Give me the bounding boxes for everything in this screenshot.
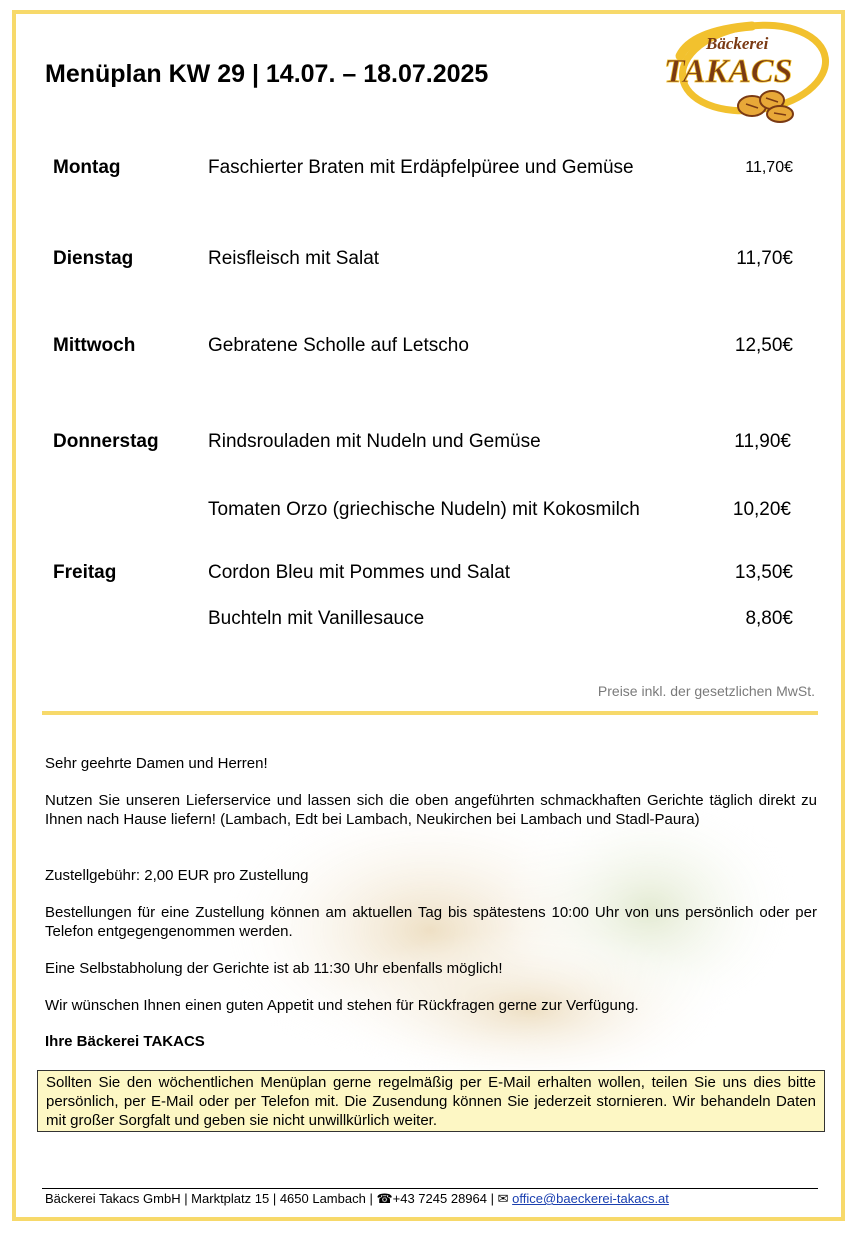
footer-divider [42,1188,818,1189]
menu-row [0,248,861,278]
letter-signature: Ihre Bäckerei TAKACS [45,1033,205,1050]
menu-price: 11,90€ [734,431,791,452]
menu-dish: Buchteln mit Vanillesauce [208,608,425,629]
footer [45,1191,669,1207]
menu-price: 8,80€ [745,608,793,629]
menu-price: 12,50€ [734,335,793,356]
page-title: Menüplan KW 29 | 14.07. – 18.07.2025 [45,60,489,88]
menu-day: Montag [53,157,121,178]
footer-company: Bäckerei Takacs GmbH | Marktplatz 15 | 4650 Lambach | [45,1191,377,1206]
menu-price: 13,50€ [734,562,793,583]
menu-row [0,431,861,461]
logo-main-text: TAKACS [664,53,793,90]
divider [42,711,818,715]
logo-top-text: Bäckerei [706,34,769,53]
menu-price: 10,20€ [732,499,791,520]
menu-price: 11,70€ [736,248,793,269]
email-notice-box: Sollten Sie den wöchentlichen Menüplan gerne regelmäßig per E-Mail erhalten wollen, teilen Sie uns dies bitte persönlich, per E-Mail oder per Telefon mit. Die Zusendung können Sie jederzeit stornieren. Wir behandeln Daten mit großer Sorgfalt und geben sie nicht unwillkürlich weiter. [37,1070,825,1132]
menu-dish: Reisfleisch mit Salat [208,248,380,269]
footer-email-link[interactable]: office@baeckerei-takacs.at [512,1191,669,1206]
letter-paragraph: Nutzen Sie unseren Lieferservice und lassen sich die oben angeführten schmackhaften Gerichte täglich direkt zu Ihnen nach Hause liefern! (Lambach, Edt bei Lambach, Neukirchen bei Lambach und Stadl-Paura) [45,792,817,828]
menu-row [0,157,861,187]
letter-paragraph: Wir wünschen Ihnen einen guten Appetit und stehen für Rückfragen gerne zur Verfügung. [45,997,639,1014]
phone-icon: ☎ [376,1191,393,1206]
menu-dish: Faschierter Braten mit Erdäpfelpüree und Gemüse [208,157,634,178]
menu-row [0,608,861,638]
menu-price: 11,70€ [745,159,793,176]
menu-row [0,562,861,592]
menu-day: Freitag [53,562,117,583]
tax-note: Preise inkl. der gesetzlichen MwSt. [597,683,815,699]
menu-row [0,499,861,529]
footer-separator: | [487,1191,498,1206]
letter-greeting: Sehr geehrte Damen und Herren! [45,755,268,772]
letter-paragraph: Zustellgebühr: 2,00 EUR pro Zustellung [45,867,309,884]
envelope-icon: ✉ [497,1191,509,1206]
letter-paragraph: Eine Selbstabholung der Gerichte ist ab 11:30 Uhr ebenfalls möglich! [45,960,503,977]
menu-dish: Cordon Bleu mit Pommes und Salat [208,562,511,583]
menu-day: Donnerstag [53,431,159,452]
footer-phone: +43 7245 28964 [392,1191,487,1206]
menu-row [0,335,861,365]
menu-day: Mittwoch [53,335,136,356]
menu-dish: Tomaten Orzo (griechische Nudeln) mit Kokosmilch [208,499,640,520]
letter-paragraph: Bestellungen für eine Zustellung können am aktuellen Tag bis spätestens 10:00 Uhr von uns persönlich oder per Telefon entgegengenommen werden. [45,904,817,940]
menu-day: Dienstag [53,248,134,269]
menu-dish: Gebratene Scholle auf Letscho [208,335,469,356]
menu-dish: Rindsrouladen mit Nudeln und Gemüse [208,431,541,452]
